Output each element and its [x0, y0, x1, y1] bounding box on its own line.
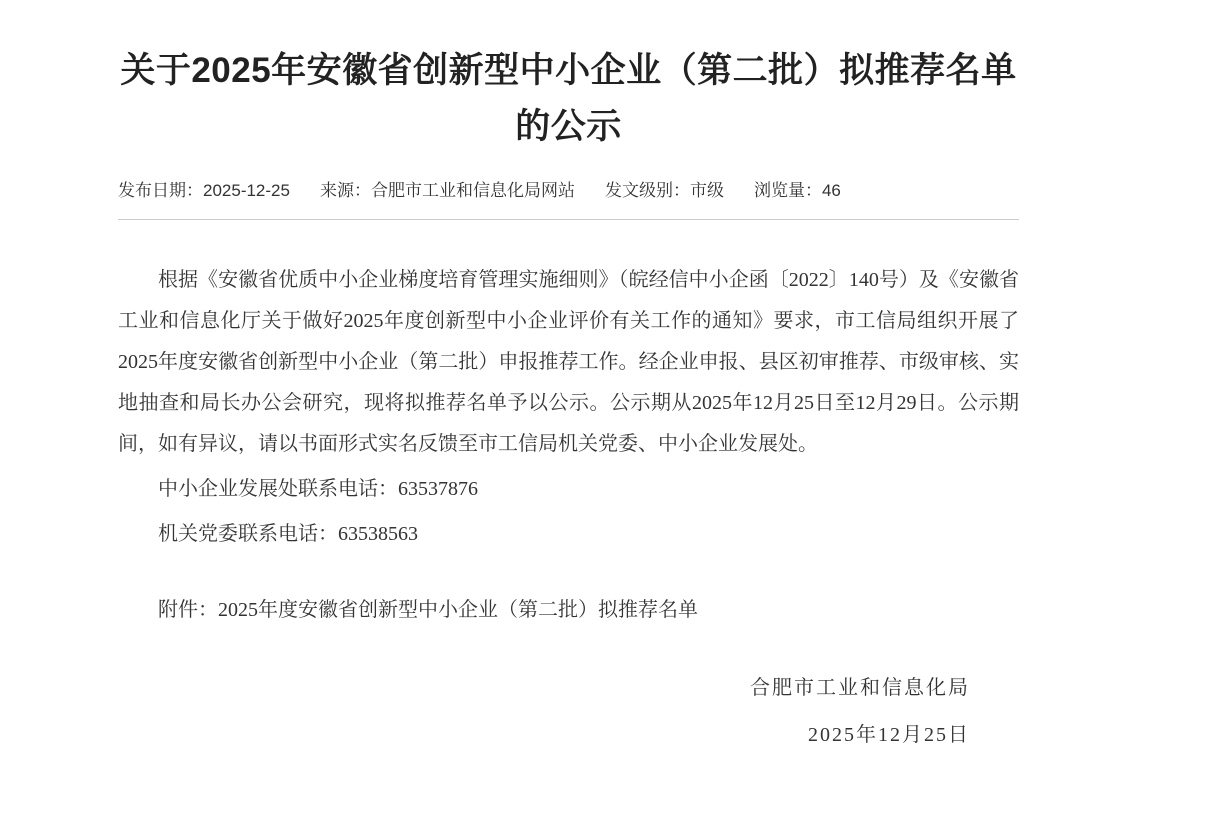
meta-level-value: 市级	[689, 181, 724, 200]
signature-date: 2025年12月25日	[808, 724, 970, 746]
meta-publish-date-label: 发布日期：	[118, 181, 203, 200]
meta-publish-date-value: 2025-12-25	[203, 181, 290, 200]
body-paragraph: 根据《安徽省优质中小企业梯度培育管理实施细则》（皖经信中小企函〔2022〕140号）及《安徽省工业和信息化厅关于做好2025年度创新型中小企业评价有关工作的通知》要求，市工信局组织开展了2025年度安徽省创新型中小企业（第二批）申报推荐工作。经企业申报、县区初审推荐、市级审核、实地抽查和局长办公会研究，现将拟推荐名单予以公示。公示期从2025年12月25日至12月29日。公示期间，如有异议，请以书面形式实名反馈至市工信局机关党委、中小企业发展处。	[118, 269, 1019, 455]
meta-bar	[118, 179, 1019, 203]
signature-org: 合肥市工业和信息化局	[750, 677, 970, 699]
article-body	[118, 260, 1019, 631]
meta-level-label: 发文级别：	[604, 181, 690, 200]
meta-level	[605, 179, 724, 203]
page-title: 关于2025年安徽省创新型中小企业（第二批）拟推荐名单的公示	[120, 51, 1017, 146]
meta-source-value: 合肥市工业和信息化局网站	[370, 181, 575, 200]
meta-views-value: 46	[821, 181, 841, 200]
meta-source	[320, 179, 575, 203]
document-content	[118, 0, 1019, 756]
contact-phone-smes-office: 中小企业发展处联系电话：63537876	[158, 478, 478, 500]
header-divider	[118, 219, 1019, 220]
meta-source-label: 来源：	[319, 181, 371, 200]
contact-phone-party-committee: 机关党委联系电话：63538563	[158, 523, 418, 545]
signature-block	[118, 668, 1019, 756]
attachment-line: 附件：2025年度安徽省创新型中小企业（第二批）拟推荐名单	[158, 599, 698, 621]
meta-publish-date	[118, 179, 290, 203]
meta-views-label: 浏览量：	[753, 181, 822, 200]
meta-views	[754, 179, 841, 203]
